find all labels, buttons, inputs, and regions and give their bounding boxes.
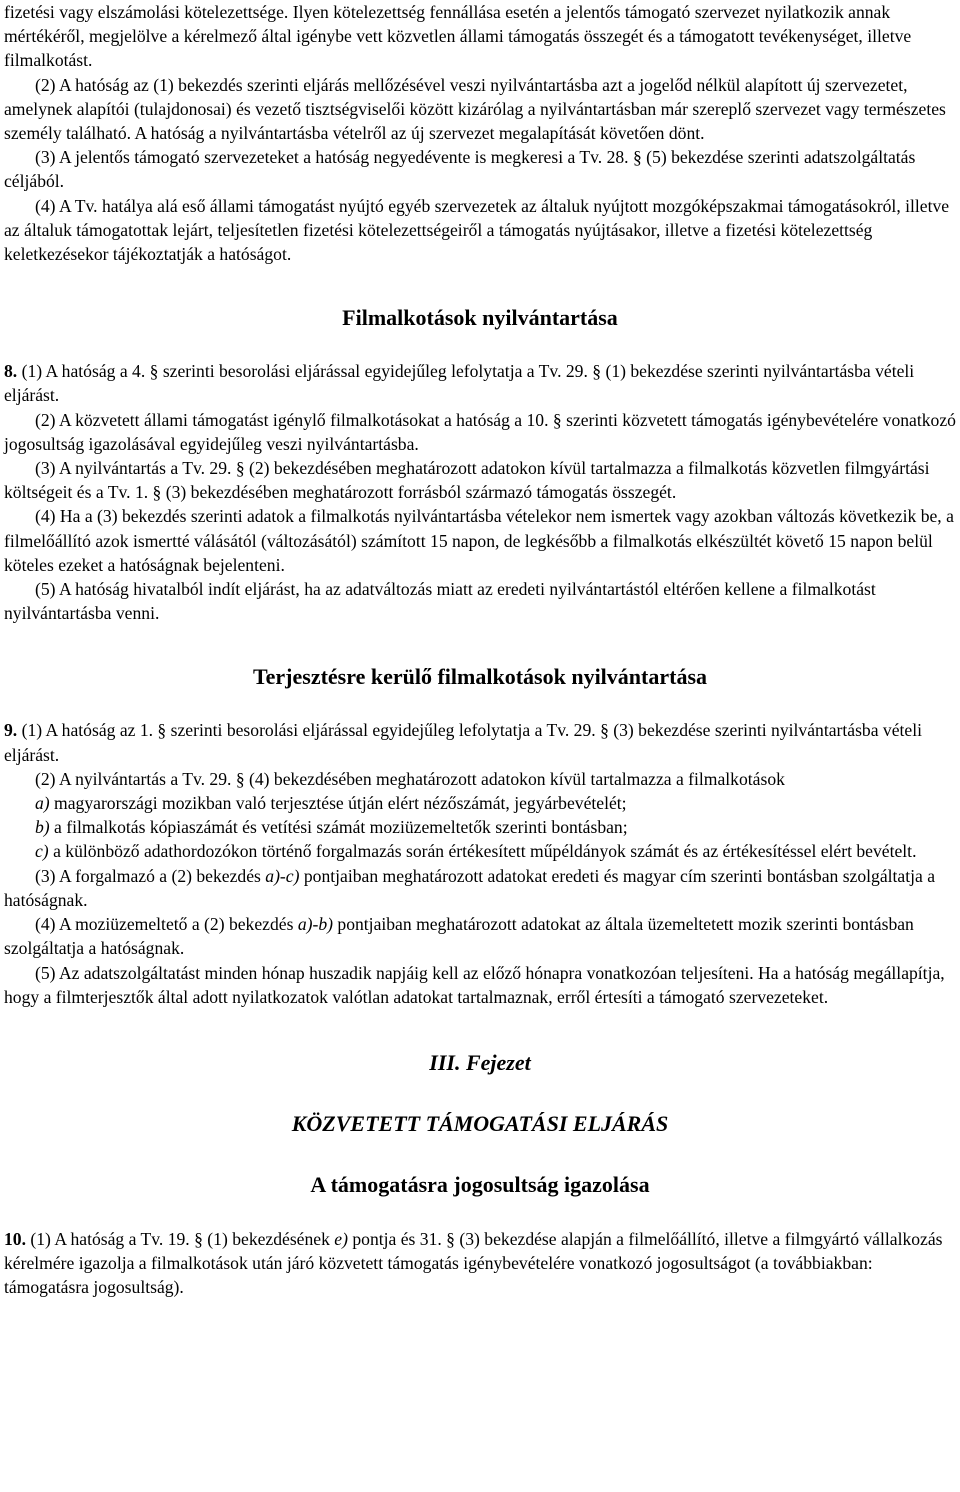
point-reference: a)-c) [265,865,300,886]
paragraph: (2) A hatóság az (1) bekezdés szerinti eljárás mellőzésével veszi nyilvántartásba azt a jogelőd nélkül alapított új szervezetet, amelynek alapítói (tulajdonosai) és vezető tisztségviselői között kizárólag a nyilvántartásban már szereplő szervezet vagy természetes személy található. A hatóság a nyilvántartásba vételről az új szervezet megalapítását követően dönt. [4,74,946,144]
chapter-number: III. Fejezet [429,1049,531,1075]
paragraph-text: (3) A forgalmazó a (2) bekezdés [35,865,266,886]
paragraph: (5) A hatóság hivatalból indít eljárást, ha az adatváltozás miatt az eredeti nyilvántartástól eltérően kellene a filmalkotást nyilvántartásba venni. [4,579,876,624]
paragraph: (2) A közvetett állami támogatást igénylő filmalkotásokat a hatóság a 10. § szerinti közvetett támogatás igénybevételére vonatkozó jogosultság igazolásával egyidejűleg veszi nyilvántartásba. [4,409,956,454]
section-8-first-paragraph [4,359,956,407]
list-item-text: magyarországi mozikban való terjesztése útján elért nézőszámát, jegyárbevételét; [49,793,627,814]
section-number: 9. [4,720,18,741]
paragraph: (2) A nyilvántartás a Tv. 29. § (4) bekezdésében meghatározott adatokon kívül tartalmazza a filmalkotások [35,768,785,789]
list-marker: c) [35,841,49,862]
paragraph-text: (4) A moziüzemeltető a (2) bekezdés [35,914,298,935]
list-item-b [4,815,956,839]
paragraph: (4) Ha a (3) bekezdés szerinti adatok a filmalkotás nyilvántartásba vételekor nem ismertek vagy azokban változás következik be, a filmelőállító azok ismertté válásától (változásától) számított 15 napon, de legkésőbb a filmalkotás elkészültét követő 15 napon belül köteles ezeket a hatóságnak bejelenteni. [4,506,954,575]
list-item-c [4,839,956,863]
section-heading: Filmalkotások nyilvántartása [342,305,618,331]
point-reference: a)-b) [297,914,333,935]
paragraph: (3) A nyilvántartás a Tv. 29. § (2) bekezdésében meghatározott adatokon kívül tartalmazza a filmalkotás közvetlen filmgyártási költségeit és a Tv. 1. § (3) bekezdésében meghatározott forrásból származó támogatás összegét. [4,458,930,503]
section-number: 8. [4,361,18,382]
subsection-heading: A támogatásra jogosultság igazolása [310,1171,650,1197]
section-number: 10. [4,1228,26,1249]
paragraph: fizetési vagy elszámolási kötelezettsége. Ilyen kötelezettség fennállása esetén a jelentős támogató szervezet nyilatkozik annak mértékéről, megjelölve a kérelmező által igénybe vett közvetlen állami támogatás összegét és a támogatott tevékenységet, illetve filmalkotást. [4,2,912,71]
paragraph-text: pontjaiban meghatározott adatokat eredeti és magyar cím szerinti bontásban szolgáltatja a hatóságnak. [4,865,936,910]
section-9-first-paragraph [4,718,956,766]
paragraph [4,864,956,912]
paragraph: (3) A jelentős támogató szervezeteket a hatóság negyedévente is megkeresi a Tv. 28. § (5) bekezdése szerinti adatszolgáltatás céljából. [4,147,916,192]
list-marker: b) [35,817,50,838]
list-item-a [4,791,956,815]
section-heading: Terjesztésre kerülő filmalkotások nyilvántartása [252,664,708,690]
paragraph-text: pontja és 31. § (3) bekezdése alapján a filmelőállító, illetve a filmgyártó vállalkozás kérelmére igazolja a filmalkotások után járó közvetett támogatás igénybevételére vonatkozó jogosultságot (a továbbiakban: támogatásra jogosultság). [4,1228,943,1298]
paragraph-text: (1) A hatóság az 1. § szerinti besorolási eljárással egyidejűleg lefolytatja a Tv. 29. § (3) bekezdése szerinti nyilvántartásba vételi eljárást. [4,720,922,765]
paragraph-text: (1) A hatóság a 4. § szerinti besorolási eljárással egyidejűleg lefolytatja a Tv. 29. § (1) bekezdése szerinti nyilvántartásba vételi eljárást. [4,361,915,406]
point-reference: e) [334,1228,348,1249]
list-item-text: a különböző adathordozókon történő forgalmazás során értékesített műpéldányok számát és az értékesítéssel elért bevételt. [48,841,917,862]
section-10-first-paragraph [4,1227,956,1300]
paragraph [4,912,956,960]
paragraph: (4) A Tv. hatálya alá eső állami támogatást nyújtó egyéb szervezetek az általuk nyújtott mozgóképszakmai támogatásokról, illetve az általuk támogatottak lejárt, teljesítetlen fizetési kötelezettségeiről a támogatás nyújtásakor, illetve a fizetési kötelezettség keletkezésekor tájékoztatják a hatóságot. [4,195,950,265]
paragraph: (5) Az adatszolgáltatást minden hónap huszadik napjáig kell az előző hónapra vonatkozóan teljesíteni. Ha a hatóság megállapítja, hogy a filmterjesztők által adott nyilatkozatok valótlan adatokat tartalmaznak, erről értesíti a támogató szervezeteket. [4,962,945,1007]
list-item-text: a filmalkotás kópiaszámát és vetítési számát moziüzemeltetők szerinti bontásban; [49,817,628,838]
paragraph-text: pontjaiban meghatározott adatokat az általa üzemeltetett mozik szerinti bontásban szolgáltatja a hatóságnak. [4,914,914,959]
paragraph-text: (1) A hatóság a Tv. 19. § (1) bekezdésének [30,1228,335,1249]
list-marker: a) [35,793,50,814]
chapter-title: KÖZVETETT TÁMOGATÁSI ELJÁRÁS [291,1110,669,1136]
